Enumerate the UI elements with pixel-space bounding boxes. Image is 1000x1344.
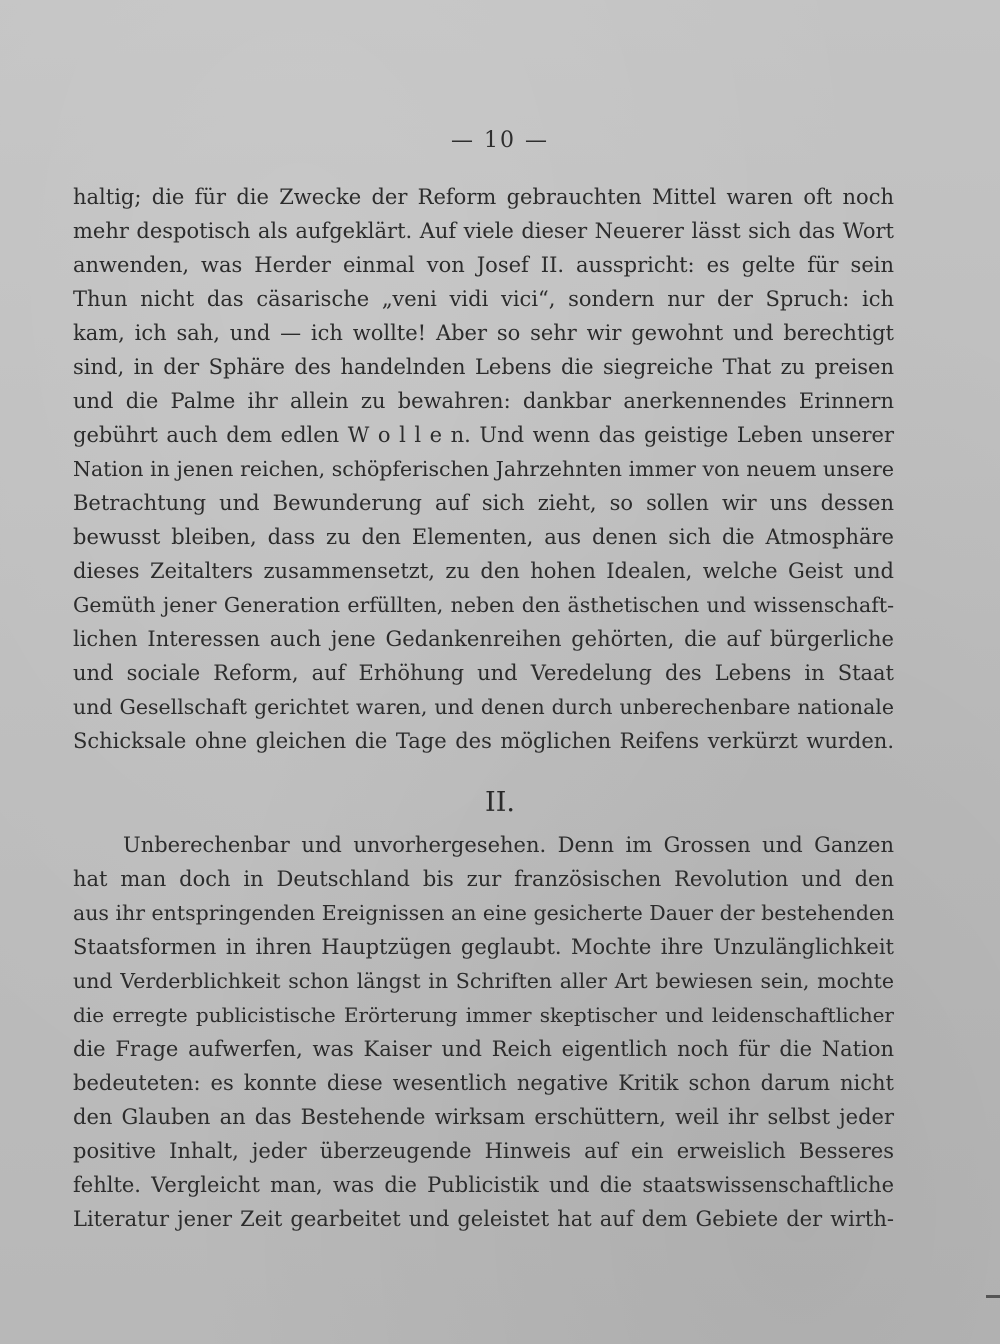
text-line: Betrachtung und Bewunderung auf sich zieht, so sollen wir uns dessen [73,491,894,515]
text-line: hat man doch in Deutschland bis zur französischen Revolution und den [73,867,894,891]
section-heading: II. [485,787,515,818]
text-line: Staatsformen in ihren Hauptzügen geglaubt. Mochte ihre Unzulänglichkeit [73,935,894,959]
text-line: Literatur jener Zeit gearbeitet und geleistet hat auf dem Gebiete der wirth- [73,1207,894,1231]
text-line: und sociale Reform, auf Erhöhung und Veredelung des Lebens in Staat [73,661,894,685]
text-line: den Glauben an das Bestehende wirksam erschüttern, weil ihr selbst jeder [73,1105,894,1129]
text-line: und Verderblichkeit schon längst in Schriften aller Art bewiesen sein, mochte [73,969,894,993]
text-line: kam, ich sah, und — ich wollte! Aber so sehr wir gewohnt und berechtigt [73,321,894,345]
text-line: Unberechenbar und unvorhergesehen. Denn im Grossen und Ganzen [123,833,894,857]
text-line: mehr despotisch als aufgeklärt. Auf viele dieser Neuerer lässt sich das Wort [73,219,894,243]
text-line: bewusst bleiben, dass zu den Elementen, aus denen sich die Atmosphäre [73,525,894,549]
text-line: positive Inhalt, jeder überzeugende Hinweis auf ein erweislich Besseres [73,1139,894,1163]
text-line: bedeuteten: es konnte diese wesentlich negative Kritik schon darum nicht [73,1071,894,1095]
text-line: fehlte. Vergleicht man, was die Publicistik und die staatswissenschaftliche [73,1173,894,1197]
page-edge-mark [986,1295,1000,1298]
text-line: die Frage aufwerfen, was Kaiser und Reich eigentlich noch für die Nation [73,1037,894,1061]
text-line: lichen Interessen auch jene Gedankenreihen gehörten, die auf bürgerliche [73,627,894,651]
text-line: sind, in der Sphäre des handelnden Lebens die siegreiche That zu preisen [73,355,894,379]
text-line: haltig; die für die Zwecke der Reform gebrauchten Mittel waren oft noch [73,185,894,209]
text-line: gebührt auch dem edlen W o l l e n. Und wenn das geistige Leben unserer [73,423,894,447]
text-line: Schicksale ohne gleichen die Tage des möglichen Reifens verkürzt wurden. [73,729,894,753]
text-line: und Gesellschaft gerichtet waren, und denen durch unberechenbare nationale [73,695,894,719]
text-line: dieses Zeitalters zusammensetzt, zu den hohen Idealen, welche Geist und [73,559,894,583]
text-line: die erregte publicistische Erörterung immer skeptischer und leidenschaftlicher [73,1003,894,1027]
text-line: anwenden, was Herder einmal von Josef II. ausspricht: es gelte für sein [73,253,894,277]
text-line: Gemüth jener Generation erfüllten, neben den ästhetischen und wissenschaft- [73,593,894,617]
text-line: aus ihr entspringenden Ereignissen an eine gesicherte Dauer der bestehenden [73,901,895,925]
text-line: Thun nicht das cäsarische „veni vidi vici“, sondern nur der Spruch: ich [73,287,894,311]
text-line: und die Palme ihr allein zu bewahren: dankbar anerkennendes Erinnern [73,389,894,413]
page-number: — 10 — [451,128,549,153]
text-line: Nation in jenen reichen, schöpferischen Jahrzehnten immer von neuem unsere [73,457,894,481]
